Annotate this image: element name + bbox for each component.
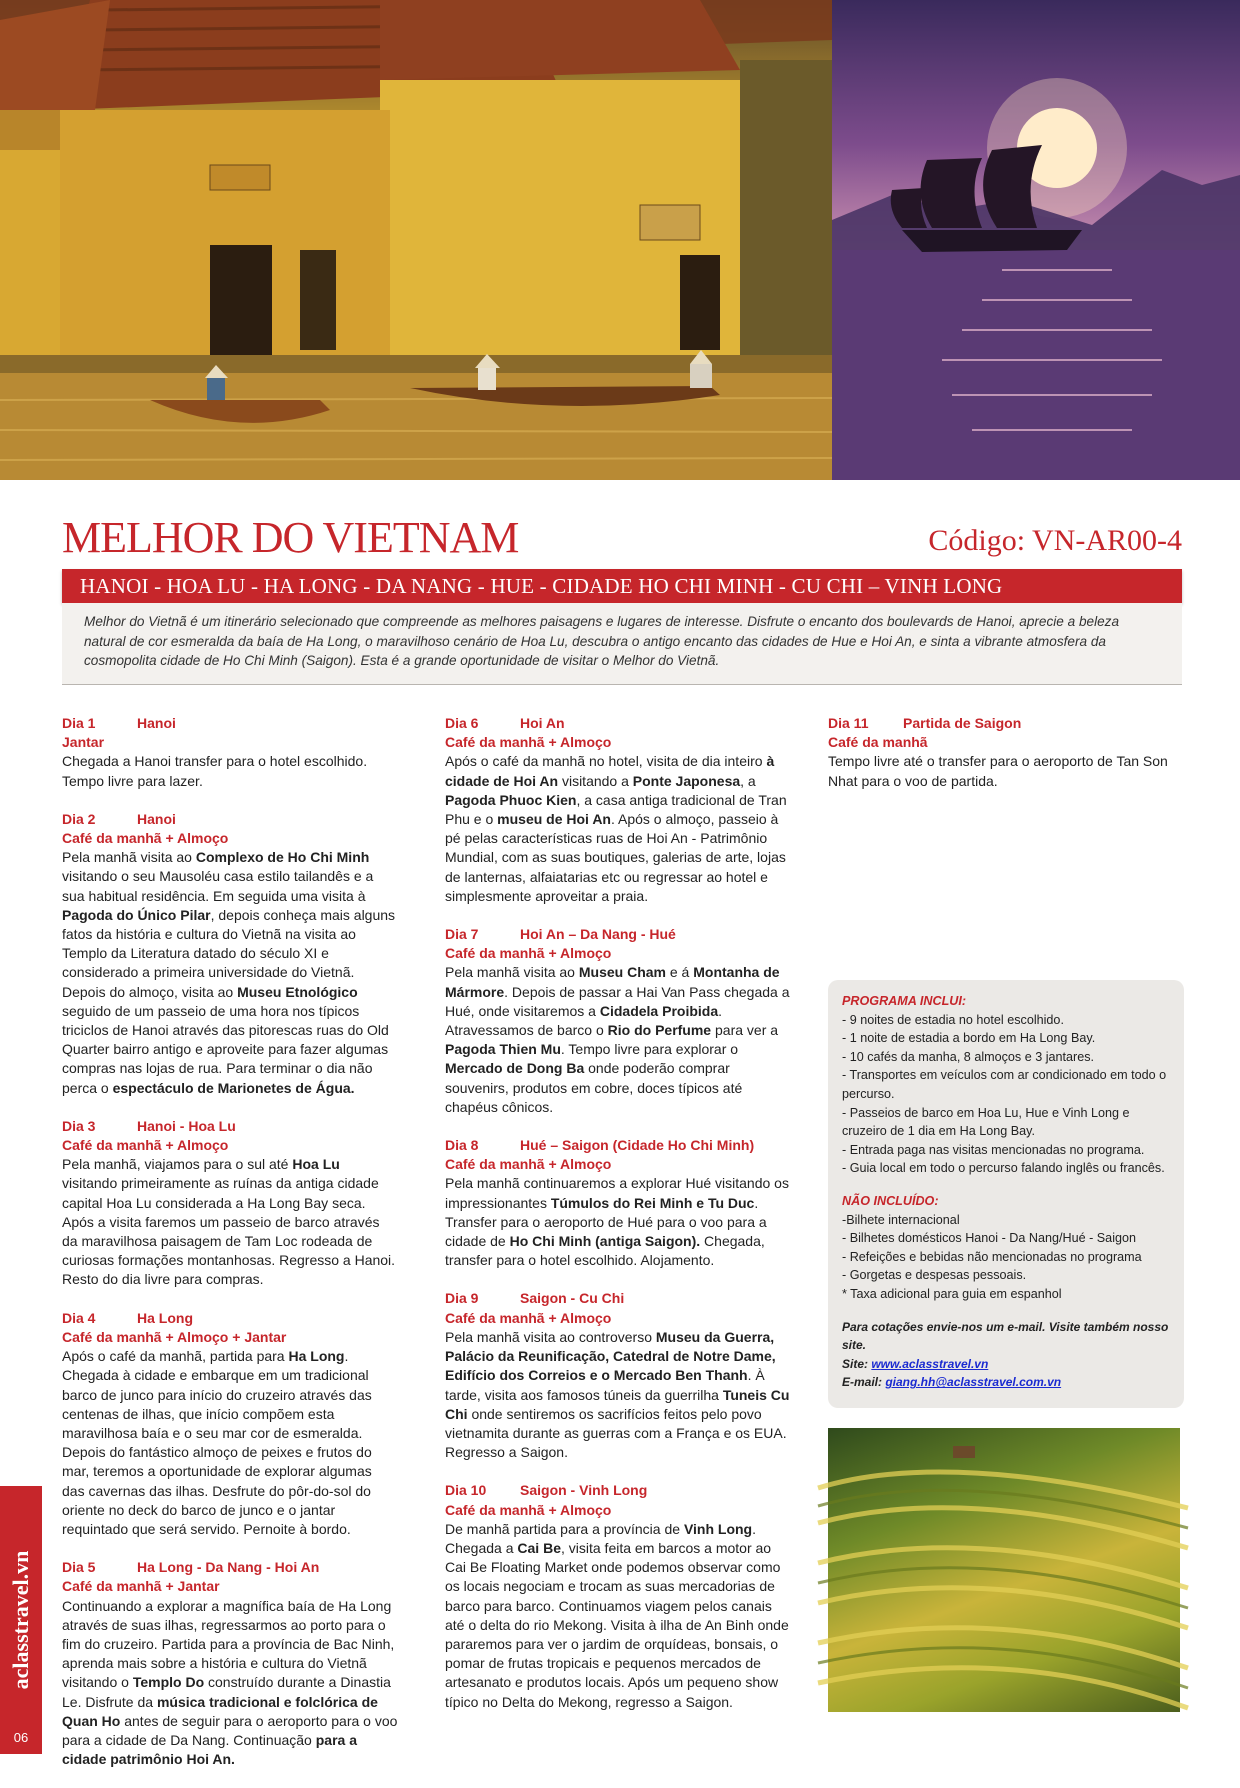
day-description: Pela manhã, viajamos para o sul até Hoa Lu visitando primeiramente as ruínas da antiga cidade capital Hoa Lu considerada a Ha Long Bay seca. Após a visita faremos um passeio de barco através da maravilhosa paisagem de Tam Loc rodeada de curiosas formações montanhosas. Regresso a Hanoi. Resto do dia livre para compras. xyxy=(62,1156,396,1288)
site-link[interactable]: www.aclasstravel.vn xyxy=(871,1356,989,1371)
day-block xyxy=(828,714,1180,791)
list-item: - Bilhetes domésticos Hanoi - Da Nang/Hué - Saigon xyxy=(842,1231,1136,1246)
route-banner: HANOI - HOA LU - HA LONG - DA NANG - HUE - CIDADE HO CHI MINH - CU CHI – VINH LONG xyxy=(62,569,1182,603)
day-heading xyxy=(445,714,793,733)
contact-site xyxy=(842,1355,1172,1374)
list-item: - Refeições e bebidas não mencionadas no programa xyxy=(842,1249,1142,1264)
day-place: Hoi An xyxy=(520,715,565,731)
day-meals: Café da manhã + Almoço xyxy=(445,1309,612,1326)
excludes-title: NÃO INCLUÍDO: xyxy=(842,1193,939,1208)
day-description: Chegada a Hanoi transfer para o hotel escolhido. Tempo livre para lazer. xyxy=(62,753,368,789)
day-block xyxy=(62,1558,398,1769)
hoi-an-riverside-photo xyxy=(0,0,832,480)
day-meals: Café da manhã + Almoço xyxy=(62,1137,229,1154)
day-number: Dia 4 xyxy=(62,1309,96,1326)
email-link[interactable]: giang.hh@aclasstravel.com.vn xyxy=(885,1375,1062,1390)
day-place: Saigon - Vinh Long xyxy=(520,1482,648,1499)
day-meals: Café da manhã + Almoço xyxy=(445,945,612,962)
contact-email xyxy=(842,1373,1172,1392)
day-block xyxy=(62,1309,398,1539)
day-place: Ha Long xyxy=(137,1309,193,1326)
excludes-list xyxy=(842,1211,1172,1304)
day-place: Hoi An – Da Nang - Hué xyxy=(520,926,676,943)
day-meals: Café da manhã + Almoço xyxy=(62,830,229,847)
list-item: - 9 noites de estadia no hotel escolhido. xyxy=(842,1012,1064,1027)
day-place: Hanoi xyxy=(137,810,176,827)
day-description: Pela manhã visita ao Complexo de Ho Chi Minh visitando o seu Mausoléu casa estilo tailandês e a sua habitual residência. Em seguida uma visita à Pagoda do Único Pilar, depois conheça mais alguns fatos da história e cultura do Vietnã na visita ao Templo da Literatura datado do século XI e considerado a primeira universidade do Vietnã. Depois do almoço, visita ao Museu Etnológico seguido de um passeio de uma hora nos típicos triciclos de Hanoi através das pitorescas ruas do Old Quarter bairro antigo e aproveite para fazer algumas compras nas lojas de rua. Para terminar o dia não perca o espectáculo de Marionetes de Água. xyxy=(62,849,396,1096)
day-block xyxy=(62,1117,398,1290)
day-place: Partida de Saigon xyxy=(903,715,1022,731)
day-heading xyxy=(445,1136,793,1155)
day-heading xyxy=(62,1558,398,1577)
day-place: Hanoi xyxy=(137,715,176,731)
day-heading xyxy=(445,1481,793,1500)
ha-long-junk-sunset-photo xyxy=(832,0,1240,480)
day-place: Ha Long - Da Nang - Hoi An xyxy=(137,1559,320,1576)
day-block xyxy=(445,1136,793,1270)
day-number: Dia 9 xyxy=(445,1290,479,1307)
day-block xyxy=(445,1481,793,1711)
day-block xyxy=(445,714,793,906)
side-tab xyxy=(0,1486,42,1754)
day-description: Pela manhã visita ao Museu Cham e á Montanha de Mármore. Depois de passar a Hai Van Pass chegada a Hué, onde visitaremos a Cidadela Proibida. Atravessamos de barco o Rio do Perfume para ver a Pagoda Thien Mu. Tempo livre para explorar o Mercado de Dong Ba onde poderão comprar souvenirs, produtos em cobre, doces típicos até chapéus cônicos. xyxy=(445,964,790,1115)
day-number: Dia 7 xyxy=(445,926,479,943)
list-item: - 1 noite de estadia a bordo em Ha Long Bay. xyxy=(842,1031,1096,1046)
page-number: 06 xyxy=(13,1730,29,1745)
day-number: Dia 11 xyxy=(828,715,869,731)
program-info-box xyxy=(828,980,1184,1408)
list-item: - 10 cafés da manha, 8 almoços e 3 jantares. xyxy=(842,1049,1095,1064)
day-number: Dia 3 xyxy=(62,1117,96,1134)
day-meals: Jantar xyxy=(62,734,105,751)
side-tab-text: aclasstravel.vn xyxy=(8,1550,33,1690)
day-description: Após o café da manhã no hotel, visita de dia inteiro à cidade de Hoi An visitando a Ponte Japonesa, a Pagoda Phuoc Kien, a casa antiga tradicional de Tran Phu e o museu de Hoi An. Após o almoço, passeio à pé pelas características ruas de Hoi An - Patrimônio Mundial, com as suas boutiques, galerias de arte, lojas de lanternas, alfaiatarias etc ou regressar ao hotel e simplesmente aproveitar a praia. xyxy=(445,753,787,904)
email-label: E-mail: xyxy=(842,1375,886,1390)
includes-title: PROGRAMA INCLUI: xyxy=(842,994,967,1008)
day-number: Dia 6 xyxy=(445,715,479,731)
day-heading xyxy=(828,714,1180,733)
day-heading xyxy=(445,925,793,944)
day-meals: Café da manhã + Almoço + Jantar xyxy=(62,1328,287,1345)
day-number: Dia 1 xyxy=(62,715,96,731)
list-item: -Bilhete internacional xyxy=(842,1212,960,1227)
day-heading xyxy=(62,714,398,733)
list-item: - Entrada paga nas visitas mencionadas no programa. xyxy=(842,1142,1145,1157)
day-number: Dia 5 xyxy=(62,1559,96,1576)
day-place: Hanoi - Hoa Lu xyxy=(137,1117,236,1134)
tour-code: Código: VN-AR00-4 xyxy=(928,524,1182,557)
itinerary-column-1 xyxy=(62,714,398,1788)
day-number: Dia 10 xyxy=(445,1482,487,1499)
itinerary-column-2 xyxy=(445,714,793,1731)
day-meals: Café da manhã + Almoço xyxy=(445,1156,612,1173)
includes-list xyxy=(842,1011,1172,1178)
day-heading xyxy=(62,1309,398,1328)
list-item: - Passeios de barco em Hoa Lu, Hue e Vinh Long e cruzeiro de 1 dia em Ha Long Bay. xyxy=(842,1105,1130,1139)
site-label: Site: xyxy=(842,1356,872,1371)
day-block xyxy=(445,1289,793,1462)
day-heading xyxy=(62,810,398,829)
day-number: Dia 2 xyxy=(62,810,96,827)
day-description: Tempo livre até o transfer para o aeroporto de Tan Son Nhat para o voo de partida. xyxy=(828,753,1168,789)
day-description: Após o café da manhã, partida para Ha Long. Chegada à cidade e embarque em um tradicional barco de junco para início do cruzeiro através das centenas de ilhas, que início compõem esta maravilhosa baía e o seu mar cor de esmeralda. Depois do fantástico almoço de peixes e frutos do mar, teremos a oportunidade de explorar algumas das cavernas das ilhas. Desfrute do pôr-do-sol do oriente no deck do barco de junco e o jantar requintado que será servido. Pernoite à bordo. xyxy=(62,1348,372,1537)
day-description: Pela manhã continuaremos a explorar Hué visitando os impressionantes Túmulos do Rei Minh e Tu Duc. Transfer para o aeroporto de Hué para o voo para a cidade de Ho Chi Minh (antiga Saigon). Chegada, transfer para o hotel escolhido. Alojamento. xyxy=(445,1175,789,1269)
day-description: Pela manhã visita ao controverso Museu da Guerra, Palácio da Reunificação, Catedral de Notre Dame, Edifício dos Correios e o Mercado Ben Thanh. À tarde, visita aos famosos túneis da guerrilha Tuneis Cu Chi onde sentiremos os sacrifícios feitos pelo povo vietnamita durante as guerras com a França e os EUA. Regresso a Saigon. xyxy=(445,1328,790,1461)
day-place: Hué – Saigon (Cidade Ho Chi Minh) xyxy=(520,1137,755,1154)
list-item: - Gorgetas e despesas pessoais. xyxy=(842,1268,1027,1283)
day-block xyxy=(62,810,398,1098)
intro-paragraph: Melhor do Vietnã é um itinerário selecionado que compreende as melhores paisagens e lugares de interesse. Disfrute o encanto dos boulevards de Hanoi, aprecie a beleza natural de cor esmeralda da baía de Ha Long, o maravilhoso cenário de Hoa Lu, descubra o antigo encanto das cidades de Hue e Hoi An, e sinta a vibrante atmosfera da cosmopolita cidade de Ho Chi Minh (Saigon). Esta é a grande oportunidade de visitar o Melhor do Vietnã. xyxy=(62,603,1182,685)
list-item: * Taxa adicional para guia em espanhol xyxy=(842,1286,1062,1301)
day-heading xyxy=(62,1117,398,1136)
day-meals: Café da manhã + Jantar xyxy=(62,1578,220,1595)
day-meals: Café da manhã + Almoço xyxy=(445,1501,612,1518)
list-item: - Transportes em veículos com ar condicionado em todo o percurso. xyxy=(842,1068,1167,1101)
itinerary-column-3 xyxy=(828,714,1180,810)
day-description: De manhã partida para a província de Vinh Long. Chegada a Cai Be, visita feita em barcos a motor ao Cai Be Floating Market onde podemos observar como os locais negociam e trocam as suas mercadorias de barco para barco. Continuamos viagem pelos canais até o delta do rio Mekong. Visita à ilha de An Binh onde pararemos para ver o jardim de orquídeas, bonsais, o pomar de frutas tropicais e pequenos mercados de artesanato e produtos locais. Após um pequeno show típico no Delta do Mekong, regresso a Saigon. xyxy=(445,1520,789,1710)
day-meals: Café da manhã + Almoço xyxy=(445,734,612,751)
day-block xyxy=(62,714,398,791)
day-block xyxy=(445,925,793,1117)
day-heading xyxy=(445,1289,793,1308)
rice-terraces-photo xyxy=(828,1428,1180,1712)
page-title: MELHOR DO VIETNAM xyxy=(62,513,519,562)
day-number: Dia 8 xyxy=(445,1137,479,1154)
list-item: - Guia local em todo o percurso falando inglês ou francês. xyxy=(842,1161,1165,1176)
day-description: Continuando a explorar a magnífica baía de Ha Long através de suas ilhas, regressarmos ao porto para o fim do cruzeiro. Partida para a província de Bac Ninh, aprenda mais sobre a história e cultura do Vietnã visitando o Templo Do construído durante a Dinastia Le. Disfrute da música tradicional e folclórica de Quan Ho antes de seguir para o aeroporto para o voo para a cidade de Da Nang. Continuação para a cidade patrimônio Hoi An. xyxy=(62,1597,398,1768)
hero-photos xyxy=(0,0,1240,480)
day-place: Saigon - Cu Chi xyxy=(520,1290,625,1307)
day-meals: Café da manhã xyxy=(828,734,928,751)
contact-note: Para cotações envie-nos um e-mail. Visite também nosso site. xyxy=(842,1319,1169,1353)
